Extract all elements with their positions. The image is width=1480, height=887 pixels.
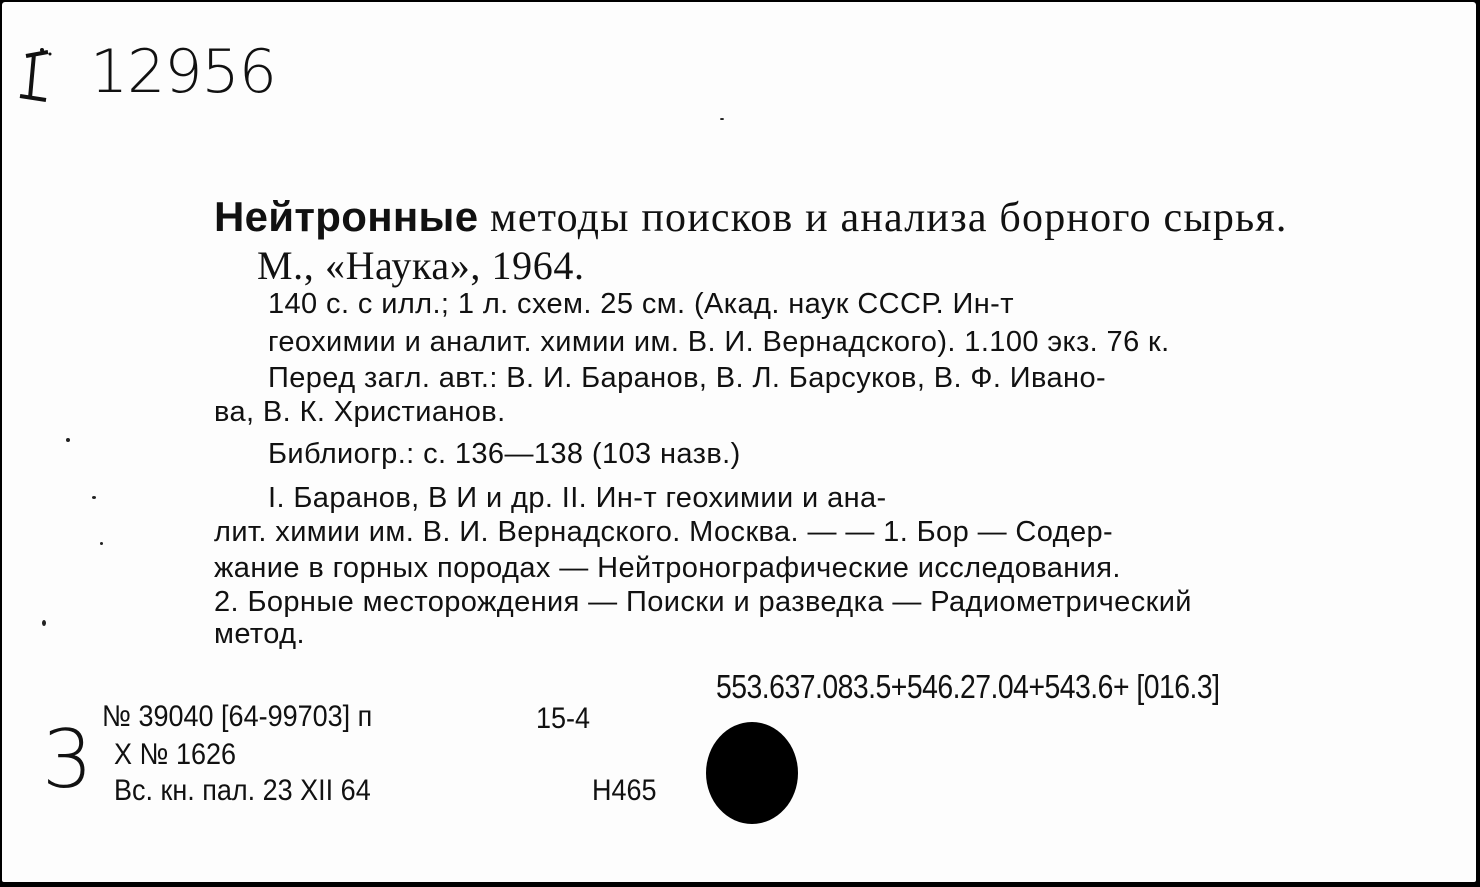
desc-line-5: Библиогр.: с. 136—138 (103 назв.) <box>268 438 741 470</box>
subject-line-2: лит. химии им. В. И. Вернадского. Москва. — — 1. Бор — Содер- <box>214 516 1114 548</box>
subject-line-5: метод. <box>214 618 305 650</box>
title-rest: методы поисков и анализа борного сырья. <box>478 195 1288 241</box>
accession-number: № 39040 [64-99703] п <box>102 700 373 733</box>
desc-line-4: ва, В. К. Христианов. <box>214 396 506 428</box>
speck <box>92 496 96 499</box>
x-number: Х № 1626 <box>114 738 237 771</box>
chamber-date-line: Вс. кн. пал. 23 XII 64 <box>114 774 371 807</box>
subject-line-4: 2. Борные месторождения — Поиски и разведка — Радиометрический <box>214 586 1192 618</box>
speck <box>100 542 103 545</box>
card-number: 12956 <box>90 37 276 107</box>
speck <box>720 118 724 120</box>
corner-stamp-mark <box>12 46 60 106</box>
code-number: 15-4 <box>536 702 591 735</box>
imprint-line: М., «Наука», 1964. <box>257 243 585 288</box>
shelf-mark: Н465 <box>592 774 657 807</box>
punch-hole <box>706 722 798 824</box>
subject-line-1: I. Баранов, В И и др. II. Ин-т геохимии и ана- <box>268 482 887 514</box>
card-title <box>214 193 1288 241</box>
speck <box>66 438 70 442</box>
udc-classification: 553.637.083.5+546.27.04+543.6+ [016.3] <box>716 668 1220 705</box>
title-bold-word: Нейтронные <box>214 193 479 240</box>
catalog-card <box>2 2 1476 882</box>
desc-line-3: Перед загл. авт.: В. И. Баранов, В. Л. Барсуков, В. Ф. Ивано- <box>268 362 1107 394</box>
desc-line-1: 140 с. с илл.; 1 л. схем. 25 см. (Акад. наук СССР. Ин-т <box>268 288 1014 320</box>
desc-line-2: геохимии и аналит. химии им. В. И. Вернадского). 1.100 экз. 76 к. <box>268 326 1170 358</box>
speck <box>42 620 46 626</box>
handwritten-digit: 3 <box>42 713 93 806</box>
subject-line-3: жание в горных породах — Нейтронографические исследования. <box>214 552 1121 584</box>
